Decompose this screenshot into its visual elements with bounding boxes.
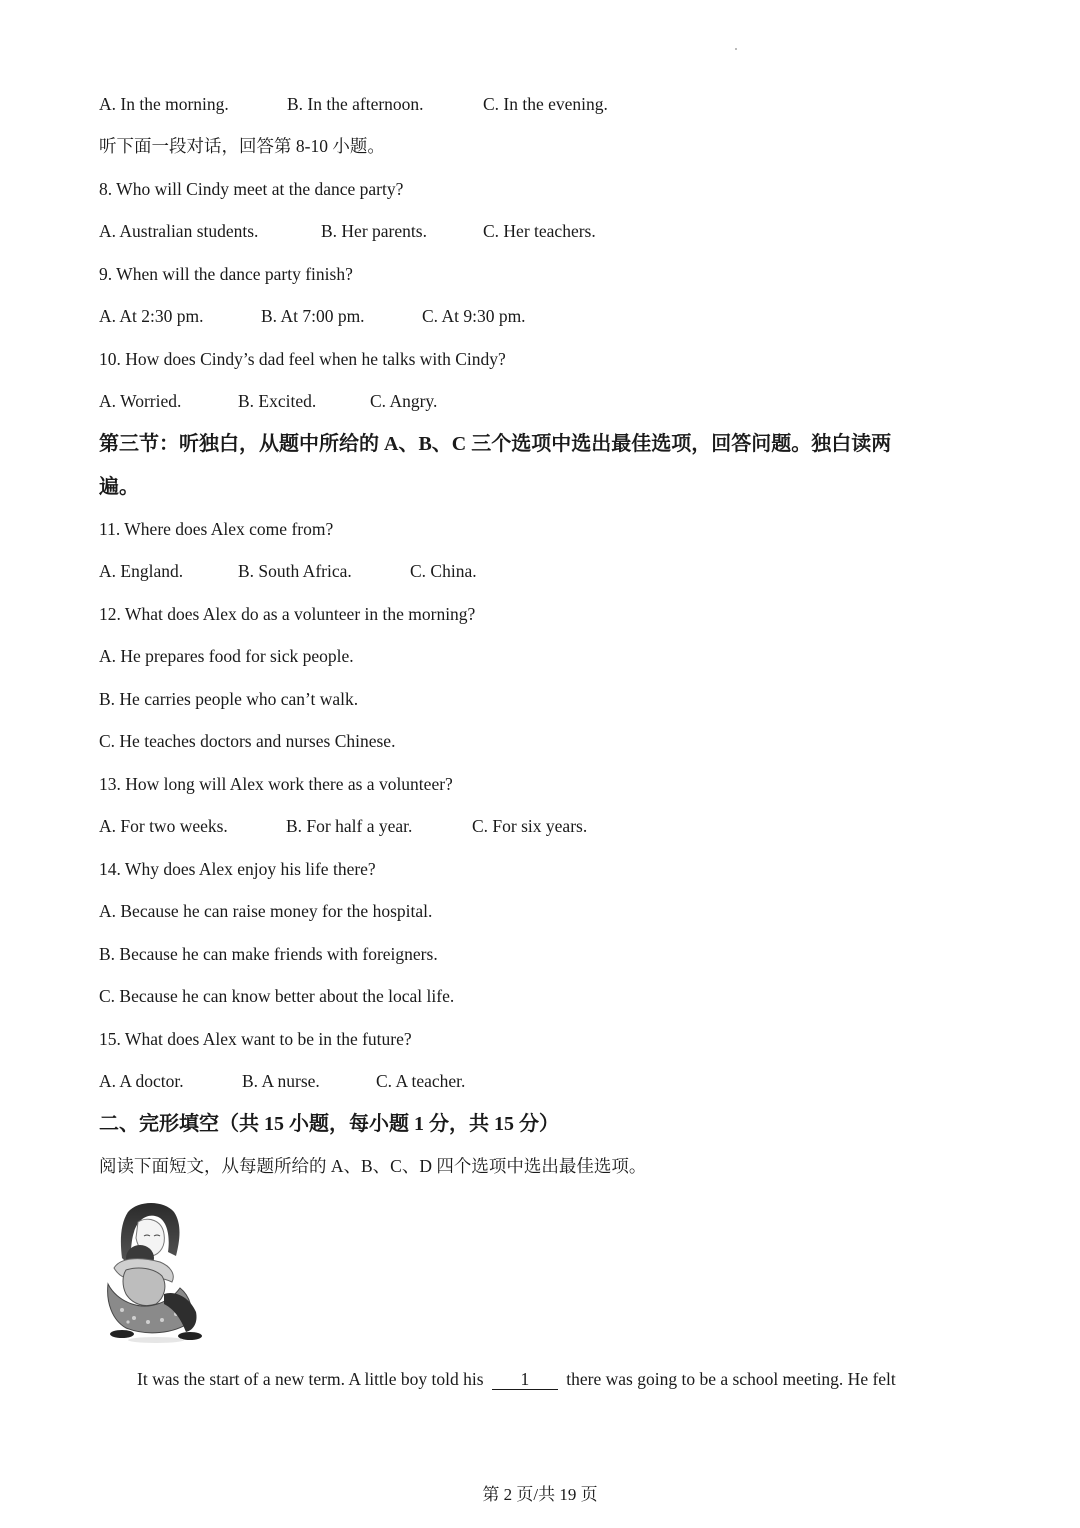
q9-option-b: B. At 7:00 pm. bbox=[261, 306, 365, 326]
q14-option-a: A. Because he can raise money for the hospital. bbox=[99, 901, 433, 921]
q15-option-b: B. A nurse. bbox=[242, 1071, 320, 1091]
q8-option-c: C. Her teachers. bbox=[483, 221, 596, 241]
q12-option-a: A. He prepares food for sick people. bbox=[99, 646, 354, 666]
q13-option-c: C. For six years. bbox=[472, 816, 588, 836]
q13-option-b: B. For half a year. bbox=[286, 816, 413, 836]
cloze-blank-1[interactable]: 1 bbox=[492, 1370, 558, 1390]
q14-question: 14. Why does Alex enjoy his life there? bbox=[99, 859, 376, 879]
q9-option-c: C. At 9:30 pm. bbox=[422, 306, 526, 326]
q12-option-c: C. He teaches doctors and nurses Chinese. bbox=[99, 731, 396, 751]
instruction-8-10: 听下面一段对话，回答第 8-10 小题。 bbox=[99, 136, 385, 156]
q7-option-b: B. In the afternoon. bbox=[287, 94, 424, 114]
part2-heading: 二、完形填空（共 15 小题，每小题 1 分，共 15 分） bbox=[99, 1113, 559, 1135]
part2-instruction: 阅读下面短文，从每题所给的 A、B、C、D 四个选项中选出最佳选项。 bbox=[99, 1156, 647, 1176]
scan-speck bbox=[735, 48, 737, 50]
q10-option-b: B. Excited. bbox=[238, 391, 317, 411]
q15-option-a: A. A doctor. bbox=[99, 1071, 184, 1091]
q13-option-a: A. For two weeks. bbox=[99, 816, 228, 836]
passage-text-before: It was the start of a new term. A little boy told his bbox=[137, 1369, 484, 1389]
q12-option-b: B. He carries people who can’t walk. bbox=[99, 689, 359, 709]
q8-option-b: B. Her parents. bbox=[321, 221, 427, 241]
q14-option-b: B. Because he can make friends with foreigners. bbox=[99, 944, 438, 964]
q11-option-b: B. South Africa. bbox=[238, 561, 352, 581]
q15-option-c: C. A teacher. bbox=[376, 1071, 466, 1091]
q10-question: 10. How does Cindy’s dad feel when he talks with Cindy? bbox=[99, 349, 506, 369]
q15-question: 15. What does Alex want to be in the future? bbox=[99, 1029, 412, 1049]
q11-option-a: A. England. bbox=[99, 561, 184, 581]
q12-question: 12. What does Alex do as a volunteer in the morning? bbox=[99, 604, 476, 624]
q13-question: 13. How long will Alex work there as a volunteer? bbox=[99, 774, 453, 794]
q8-question: 8. Who will Cindy meet at the dance party? bbox=[99, 179, 404, 199]
q11-question: 11. Where does Alex come from? bbox=[99, 519, 334, 539]
page-footer: 第 2 页/共 19 页 bbox=[482, 1485, 598, 1504]
section3-heading-line2: 遍。 bbox=[99, 476, 139, 498]
section3-heading-line1: 第三节：听独白，从题中所给的 A、B、C 三个选项中选出最佳选项，回答问题。独白读两 bbox=[99, 433, 892, 455]
q14-option-c: C. Because he can know better about the local life. bbox=[99, 986, 455, 1006]
q10-option-c: C. Angry. bbox=[370, 391, 438, 411]
q9-question: 9. When will the dance party finish? bbox=[99, 264, 353, 284]
q10-option-a: A. Worried. bbox=[99, 391, 182, 411]
cloze-passage-first-line bbox=[137, 1367, 896, 1391]
q8-option-a: A. Australian students. bbox=[99, 221, 259, 241]
q7-option-c: C. In the evening. bbox=[483, 94, 608, 114]
q11-option-c: C. China. bbox=[410, 561, 477, 581]
passage-text-after: there was going to be a school meeting. He felt bbox=[566, 1369, 896, 1389]
q7-option-a: A. In the morning. bbox=[99, 94, 229, 114]
q9-option-a: A. At 2:30 pm. bbox=[99, 306, 204, 326]
mother-hugging-child-illustration bbox=[98, 1198, 208, 1348]
